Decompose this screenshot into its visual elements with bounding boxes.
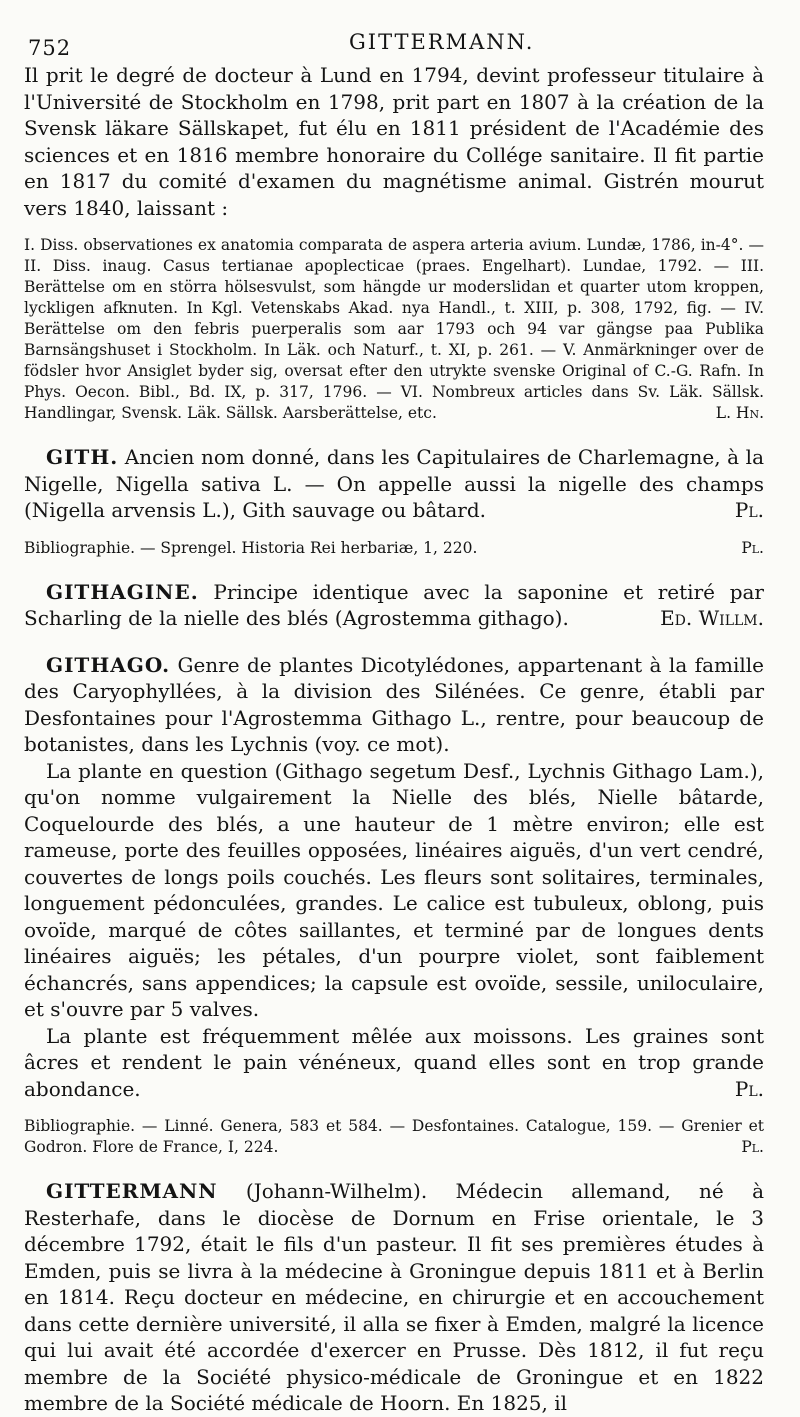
- article-body: [24, 62, 764, 1417]
- entry-gith: [24, 444, 764, 559]
- running-title: GITTERMANN.: [349, 30, 535, 54]
- bibliography-gistren-signature: L. Hn.: [715, 404, 764, 422]
- entry-githagine: [24, 579, 764, 632]
- entry-bibliography: [24, 1116, 764, 1158]
- intro-paragraph: Il prit le degré de docteur à Lund en 1794, devint professeur titulaire à l'Université de Stockholm en 1798, prit part en 1807 à la création de la Svensk läkare Sällskapet, fut élu en 1811 président de l'Académie des sciences et en 1816 membre honoraire du Collége sanitaire. Il fit partie en 1817 du comité d'examen du magnétisme animal. Gistrén mourut vers 1840, laissant :: [24, 63, 764, 220]
- entry-headword: GITHAGINE.: [46, 579, 199, 604]
- entry-bibliography-signature: Pl.: [741, 538, 764, 557]
- entry-bibliography-text: Bibliographie. — Linné. Genera, 583 et 584. — Desfontaines. Catalogue, 159. — Grenier et Godron. Flore de France, I, 224.: [24, 1117, 764, 1156]
- entry-text: Principe identique avec la saponine et retiré par Scharling de la nielle des blés (Agrostemma githago).: [24, 579, 764, 630]
- entry-bibliography: [24, 538, 764, 559]
- entry-headword: GITTERMANN: [46, 1179, 218, 1203]
- entry-text: (Johann-Wilhelm). Médecin allemand, né à Resterhafe, dans le diocèse de Dornum en Frise orientale, le 3 décembre 1792, était le fils d'un pasteur. Il fit ses premières études à Emden, puis se livra à la médecine à Groningue depuis 1811 et à Berlin en 1814. Reçu docteur en médecine, en chirurgie et en accouchement dans cette dernière université, il alla se fixer à Emden, malgré la licence qui lui avait été accordée d'exercer en Prusse. Dès 1812, il fut reçu membre de la Société physico-médicale de Groningue et en 1822 membre de la Société médicale de Hoorn. En 1825, il: [24, 1179, 765, 1415]
- entry-text-3: La plante est fréquemment mêlée aux moissons. Les graines sont âcres et rendent le pain vénéneux, quand elles sont en trop grande abondance.: [24, 1023, 764, 1101]
- entry-signature: Pl.: [734, 1076, 764, 1101]
- entry-text-2: La plante en question (Githago segetum Desf., Lychnis Githago Lam.), qu'on nomme vulgairement la Nielle des blés, Nielle bâtarde, Coquelourde des blés, a une hauteur de 1 mètre environ; elle est rameuse, porte des feuilles opposées, linéaires aiguës, d'un vert cendré, couvertes de longs poils couchés. Les fleurs sont solitaires, terminales, longuement pédonculées, grandes. Le calice est tubuleux, oblong, puis ovoïde, marqué de côtes saillantes, et terminé par de longues dents linéaires aiguës; les pétales, d'un pourpre violet, sont faiblement échancrés, sans appendices; la capsule est ovoïde, sessile, uniloculaire, et s'ouvre par 5 valves.: [24, 758, 764, 1021]
- bibliography-gistren-text: I. Diss. observationes ex anatomia comparata de aspera arteria avium. Lundæ, 1786, in-4°. — II. Diss. inaug. Casus tertianae apoplecticae (praes. Engelhart). Lundae, 1792. — III. Berättelse om en störra hölsesvulst, som hängde ur moderslidan et quarter utom kroppen, lyckligen afknuten. In Kgl. Vetenskabs Akad. nya Handl., t. XIII, p. 308, 1792, fig. — IV. Berättelse om den febris puerperalis som aar 1793 och 94 var gängse paa Publika Barnsängshuset i Stockholm. In Läk. och Naturf., t. XI, p. 261. — V. Anmärkninger over de födsler hvor Ansiglet byder sig, oversat efter den utrykte svenske Original of C.-G. Rafn. In Phys. Oecon. Bibl., Bd. IX, p. 317, 1796. — VI. Nombreux articles dans Sv. Läk. Sällsk. Handlingar, Svensk. Läk. Sällsk. Aarsberättelse, etc.: [24, 236, 764, 422]
- entry-headword: GITH.: [46, 445, 119, 469]
- entry-bibliography-text: Bibliographie. — Sprengel. Historia Rei herbariæ, 1, 220.: [24, 538, 478, 557]
- entry-bibliography-signature: Pl.: [741, 1138, 764, 1156]
- entry-text-1: Genre de plantes Dicotylédones, appartenant à la famille des Caryophyllées, à la division des Silénées. Ce genre, établi par Desfontaines pour l'Agrostemma Githago L., rentre, pour beaucoup de botanistes, dans les Lychnis (voy. ce mot).: [24, 652, 764, 756]
- entry-signature: Pl.: [734, 498, 764, 522]
- entry-githago: [24, 652, 764, 1159]
- bibliography-gistren: [24, 235, 764, 424]
- entry-gittermann: [24, 1178, 764, 1417]
- entry-text: Ancien nom donné, dans les Capitulaires de Charlemagne, à la Nigelle, Nigella sativa L. — On appelle aussi la nigelle des champs (Nigella arvensis L.), Gith sauvage ou bâtard.: [24, 445, 764, 522]
- page-header: [24, 22, 764, 62]
- entry-signature: Ed. Willm.: [660, 606, 764, 630]
- page-number: 752: [28, 36, 72, 60]
- entry-headword: GITHAGO.: [46, 652, 171, 677]
